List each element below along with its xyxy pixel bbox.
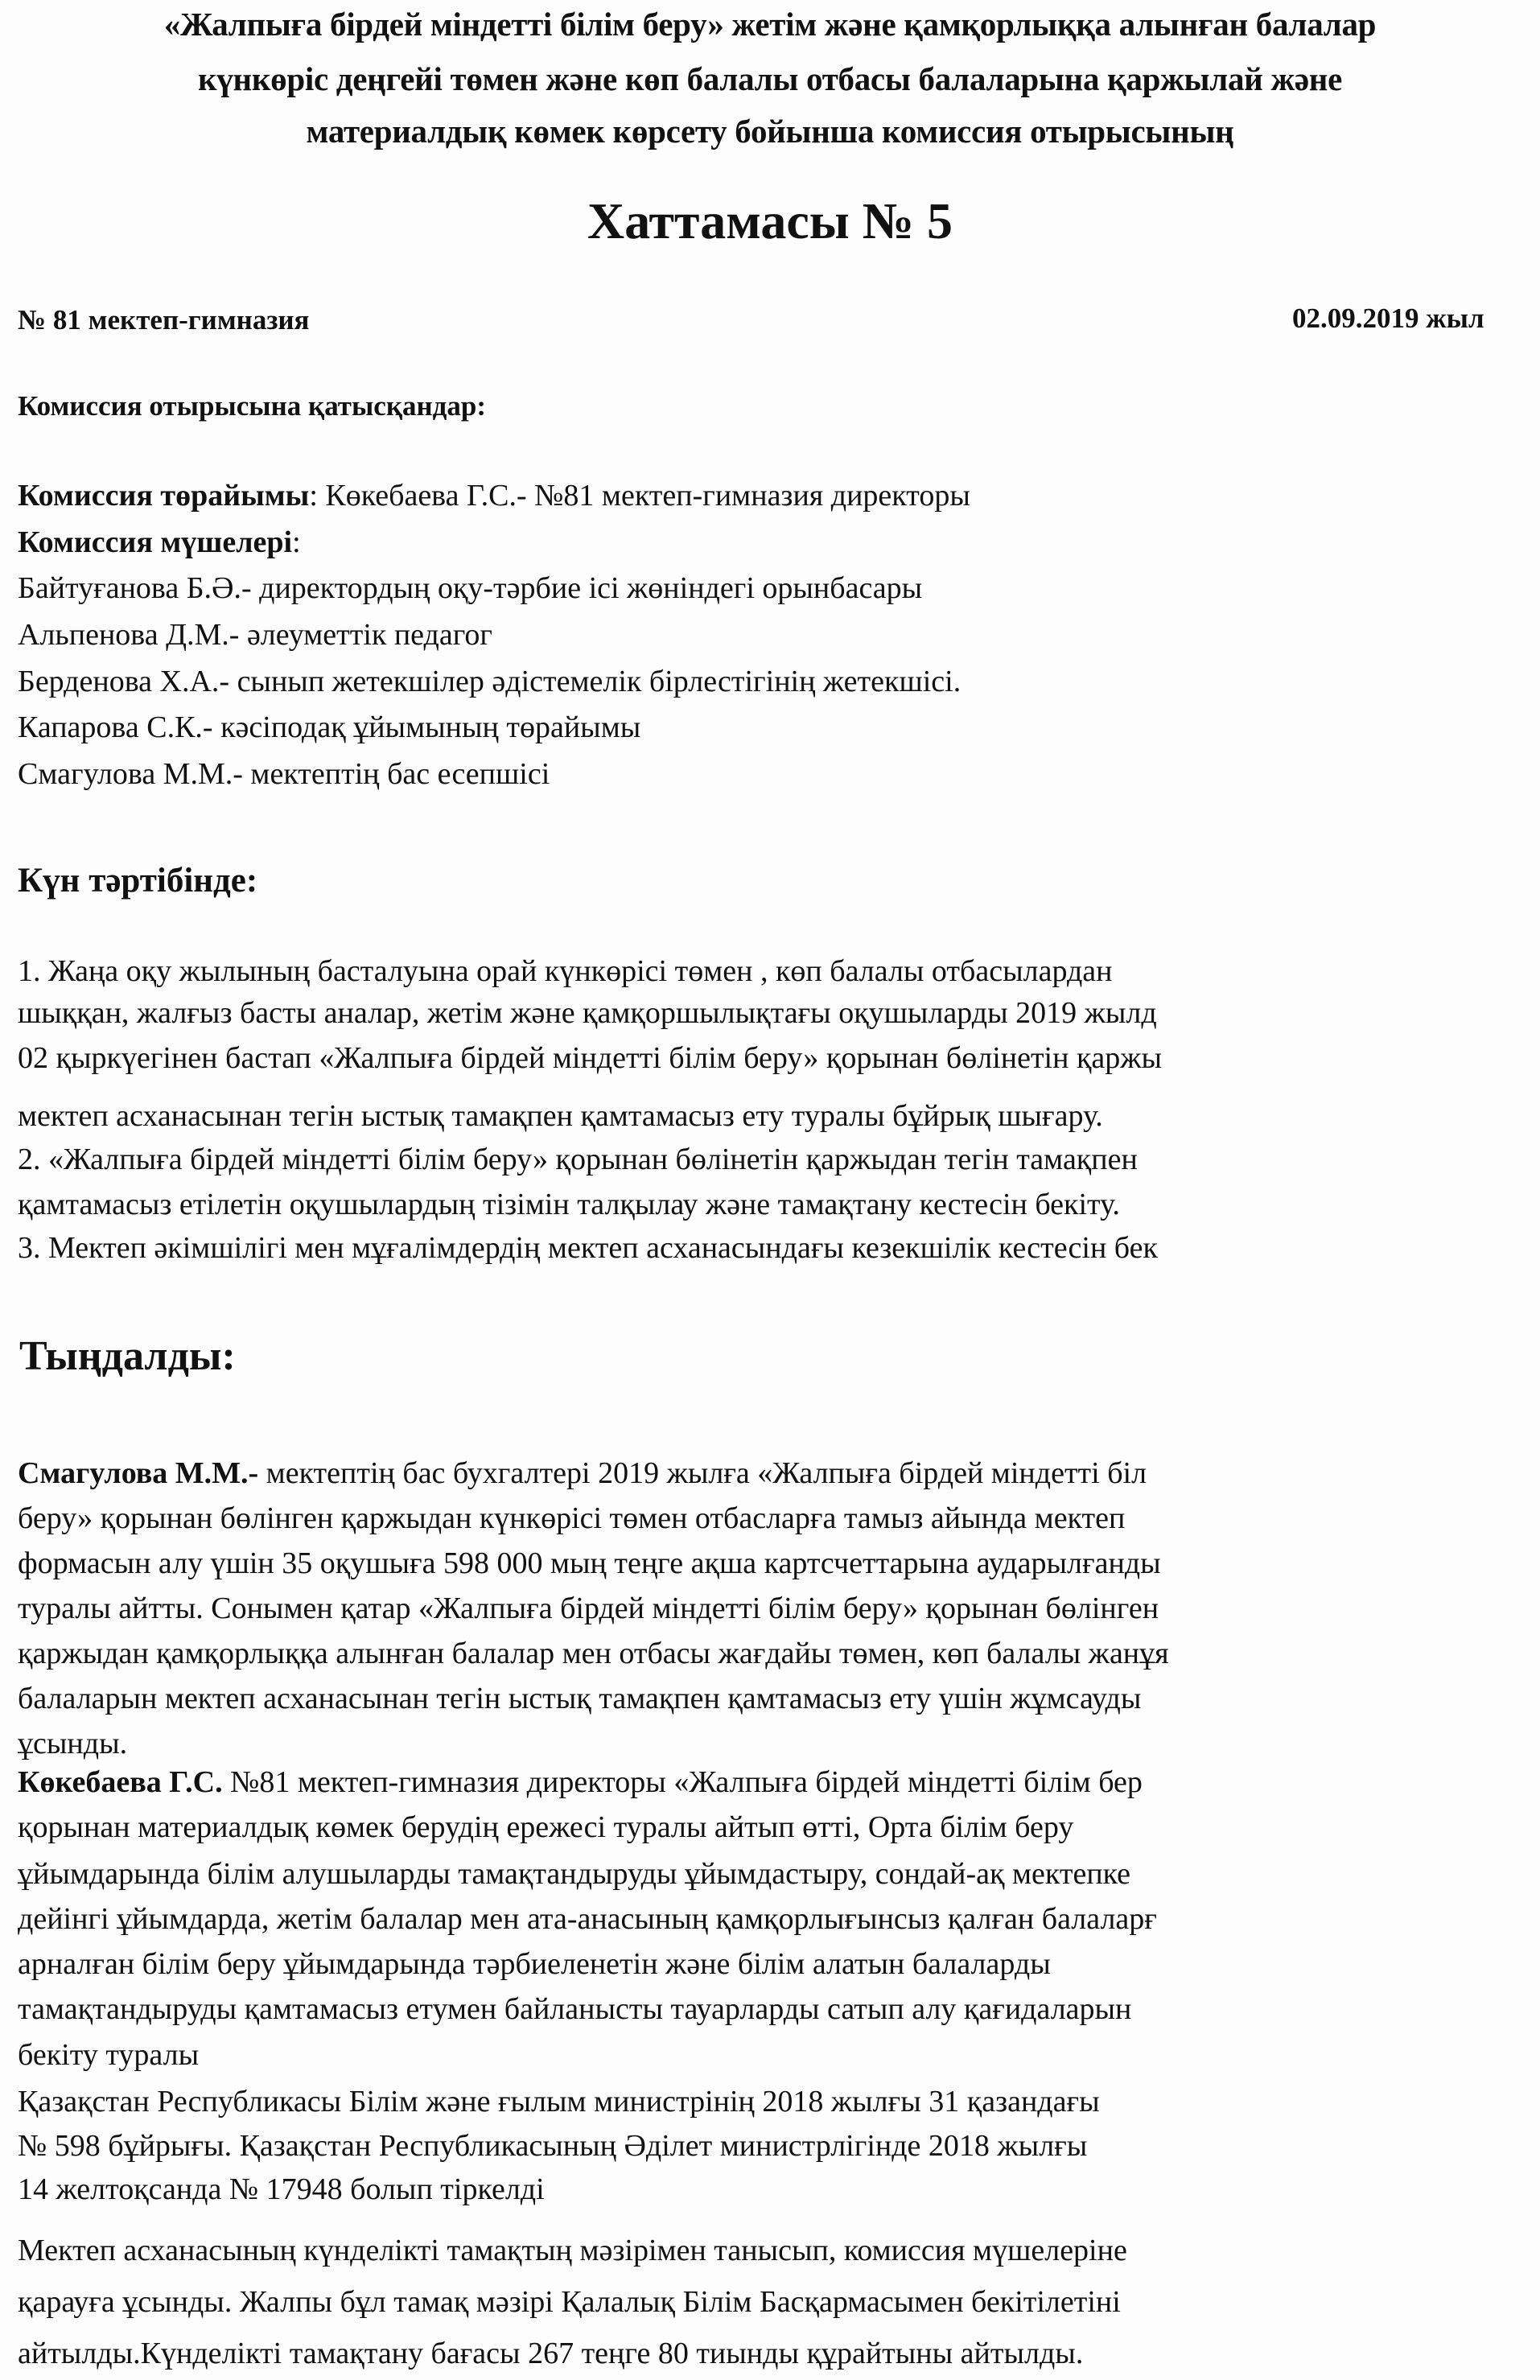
speaker2-line: дейінгі ұйымдарда, жетім балалар мен ата-анасының қамқорлығынсыз қалған балаларғ (18, 1902, 1157, 1936)
speaker1-line: қаржыдан қамқорлыққа алынған балалар мен отбасы жағдайы төмен, көп балалы жанұя (18, 1637, 1169, 1670)
chair-value: : Көкебаева Г.С.- №81 мектеп-гимназия директоры (309, 479, 970, 513)
speaker2-line: Мектеп асханасының күнделікті тамақтың мәзірімен танысып, комиссия мүшелеріне (18, 2234, 1127, 2267)
member-item: Альпенова Д.М.- әлеуметтік педагог (18, 618, 492, 652)
header-line-2: күнкөріс деңгейі төмен және көп балалы отбасы балаларына қаржылай және (198, 60, 1342, 97)
agenda-line: қамтамасыз етілетін оқушылардың тізімін талқылау және тамақтану кестесін бекіту. (18, 1188, 1120, 1221)
speaker2-line: ұйымдарында білім алушыларды тамақтандыруды ұйымдастыру, сондай-ақ мектепке (18, 1857, 1131, 1891)
agenda-heading: Күн тәртібінде: (18, 862, 258, 900)
speaker2-line: қорынан материалдық көмек берудің ережесі туралы айтып өтті, Орта білім беру (18, 1810, 1074, 1844)
speaker1-line: беру» қорынан бөлінген қаржыдан күнкөрісі төмен отбасларға тамыз айында мектеп (18, 1501, 1126, 1535)
agenda-line: 1. Жаңа оқу жылының басталуына орай күнкөрісі төмен , көп балалы отбасылардан (18, 954, 1113, 988)
heard-heading: Тыңдалды: (19, 1333, 236, 1379)
speaker2-line: қарауға ұсынды. Жалпы бұл тамақ мәзірі Қалалық Білім Басқармасымен бекітілетіні (18, 2285, 1121, 2319)
members-label: Комиссия мүшелері (18, 525, 293, 559)
speaker2-line: № 598 бұйрығы. Қазақстан Республикасының Әділет министрлігінде 2018 жылғы (18, 2129, 1088, 2163)
document-title: Хаттамасы № 5 (587, 192, 953, 249)
speaker1-name: Смагулова М.М.- (18, 1456, 259, 1490)
speaker2-line: бекіту туралы (18, 2038, 200, 2072)
agenda-line: шыққан, жалғыз басты аналар, жетім және қамқоршылықтағы оқушыларды 2019 жылд (18, 996, 1157, 1030)
speaker2-line (18, 1767, 1143, 1797)
header-line-3: материалдық көмек көрсету бойынша комиссия отырысының (306, 113, 1234, 150)
member-item: Байтуғанова Б.Ә.- директордың оқу-тәрбие ісі жөніндегі орынбасары (18, 571, 923, 605)
member-item: Берденова Х.А.- сынып жетекшілер әдістемелік бірлестігінің жетекшісі. (18, 665, 961, 698)
agenda-line: мектеп асханасынан тегін ыстық тамақпен қамтамасыз ету туралы бұйрық шығару. (18, 1099, 1103, 1133)
speaker1-text: мектептің бас бухгалтері 2019 жылға «Жалпыға бірдей міндетті біл (258, 1456, 1147, 1490)
speaker1-line: балаларын мектеп асханасынан тегін ыстық тамақпен қамтамасыз ету үшін жұмсауды (18, 1682, 1142, 1715)
members-label-line (18, 527, 301, 558)
attendees-heading: Комиссия отырысына қатысқандар: (18, 390, 486, 422)
document-date: 02.09.2019 жыл (1292, 303, 1484, 334)
speaker2-line: Қазақстан Республикасы Білім және ғылым министрінің 2018 жылғы 31 қазандағы (18, 2085, 1100, 2119)
member-item: Капарова С.К.- кәсіподақ ұйымының төрайымы (18, 710, 641, 744)
speaker1-line (18, 1458, 1147, 1489)
member-item: Смагулова М.М.- мектептің бас есепшісі (18, 757, 550, 791)
speaker1-line: ұсынды. (18, 1727, 128, 1760)
header-line-1: «Жалпыға бірдей міндетті білім беру» жетім және қамқорлыққа алынған балалар (163, 6, 1377, 43)
speaker1-line: формасын алу үшін 35 оқушыға 598 000 мың теңге ақша картсчеттарына аударылғанды (18, 1546, 1161, 1580)
agenda-line: 02 қыркүегінен бастап «Жалпыға бірдей міндетті білім беру» қорынан бөлінетін қаржы (18, 1041, 1163, 1075)
speaker2-line: тамақтандыруды қамтамасыз етумен байланысты тауарларды сатып алу қағидаларын (18, 1992, 1132, 2026)
members-colon: : (292, 525, 301, 559)
chair-label: Комиссия төрайымы (18, 479, 310, 513)
speaker2-line: арналған білім беру ұйымдарында тәрбиеленетін және білім алатын балаларды (18, 1947, 1051, 1981)
school-name: № 81 мектеп-гимназия (18, 304, 310, 336)
agenda-line: 2. «Жалпыға бірдей міндетті білім беру» қорынан бөлінетін қаржыдан тегін тамақпен (18, 1143, 1138, 1176)
speaker2-line: айтылды.Күнделікті тамақтану бағасы 267 теңге 80 тиынды құрайтыны айтылды. (18, 2337, 1084, 2370)
speaker2-text: №81 мектеп-гимназия директоры «Жалпыға бірдей міндетті білім бер (222, 1765, 1143, 1799)
speaker1-line: туралы айтты. Сонымен қатар «Жалпыға бірдей міндетті білім беру» қорынан бөлінген (18, 1591, 1159, 1625)
agenda-line: 3. Мектеп әкімшілігі мен мұғалімдердің мектеп асханасындағы кезекшілік кестесін бек (18, 1231, 1158, 1265)
speaker2-line: 14 желтоқсанда № 17948 болып тіркелді (18, 2172, 545, 2206)
chair-line (18, 480, 970, 511)
speaker2-name: Көкебаева Г.С. (18, 1765, 223, 1799)
